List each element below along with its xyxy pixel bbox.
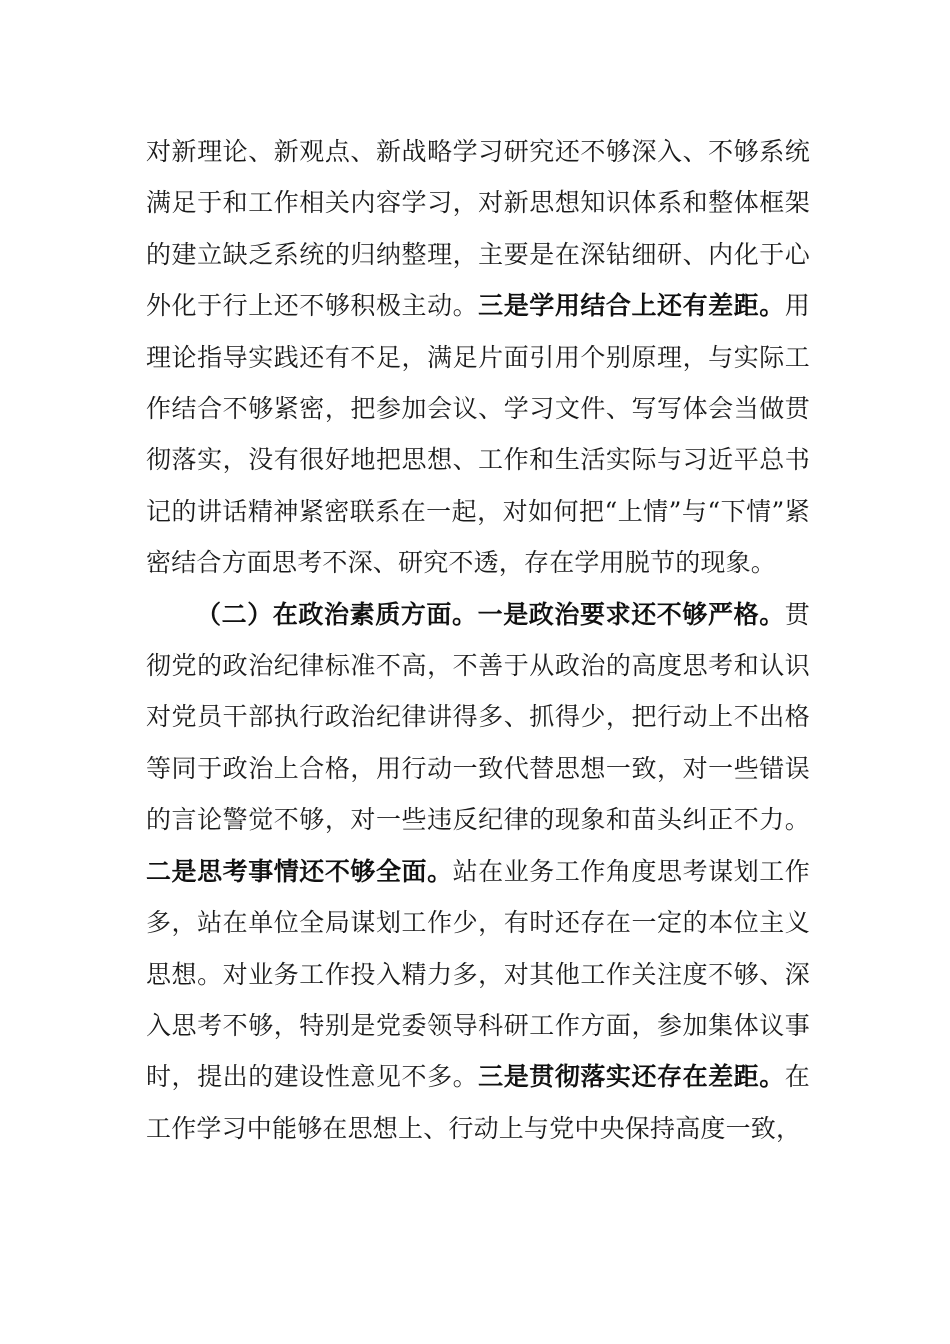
text-run: 贯彻党的政治纪律标准不高，不善于从政治的高度思考和认识对党员干部执行政治纪律讲得多、抓得少，把行动上不出格等同于政治上合格，用行动一致代替思想一致，对一些错误的言论警觉不够，对一些违反纪律的现象和苗头纠正不力。 <box>146 599 810 835</box>
bold-heading-run: 二是思考事情还不够全面。 <box>146 856 453 886</box>
paragraph-study-section <box>146 126 810 589</box>
paragraph-political-quality <box>146 589 810 1154</box>
text-run: 站在业务工作角度思考谋划工作多，站在单位全局谋划工作少，有时还存在一定的本位主义思想。对业务工作投入精力多，对其他工作关注度不够、深入思考不够，特别是党委领导科研工作方面，参加集体议事时，提出的建设性意见不多。 <box>146 856 810 1092</box>
text-run: 对新理论、新观点、新战略学习研究还不够深入、不够系统满足于和工作相关内容学习，对新思想知识体系和整体框架的建立缺乏系统的归纳整理，主要是在深钻细研、内化于心外化于行上还不够积极主动。 <box>146 137 810 321</box>
document-body <box>146 126 810 1154</box>
bold-heading-run: （二）在政治素质方面。一是政治要求还不够严格。 <box>196 599 785 629</box>
bold-heading-run: 三是贯彻落实还存在差距。 <box>478 1062 785 1092</box>
bold-heading-run: 三是学用结合上还有差距。 <box>478 291 785 321</box>
text-run: 用理论指导实践还有不足，满足片面引用个别原理，与实际工作结合不够紧密，把参加会议、学习文件、写写体会当做贯彻落实，没有很好地把思想、工作和生活实际与习近平总书记的讲话精神紧密联系在一起，对如何把“上情”与“下情”紧密结合方面思考不深、研究不透，存在学用脱节的现象。 <box>146 291 810 578</box>
text-run: 在工作学习中能够在思想上、行动上与党中央保持高度一致， <box>146 1062 810 1143</box>
